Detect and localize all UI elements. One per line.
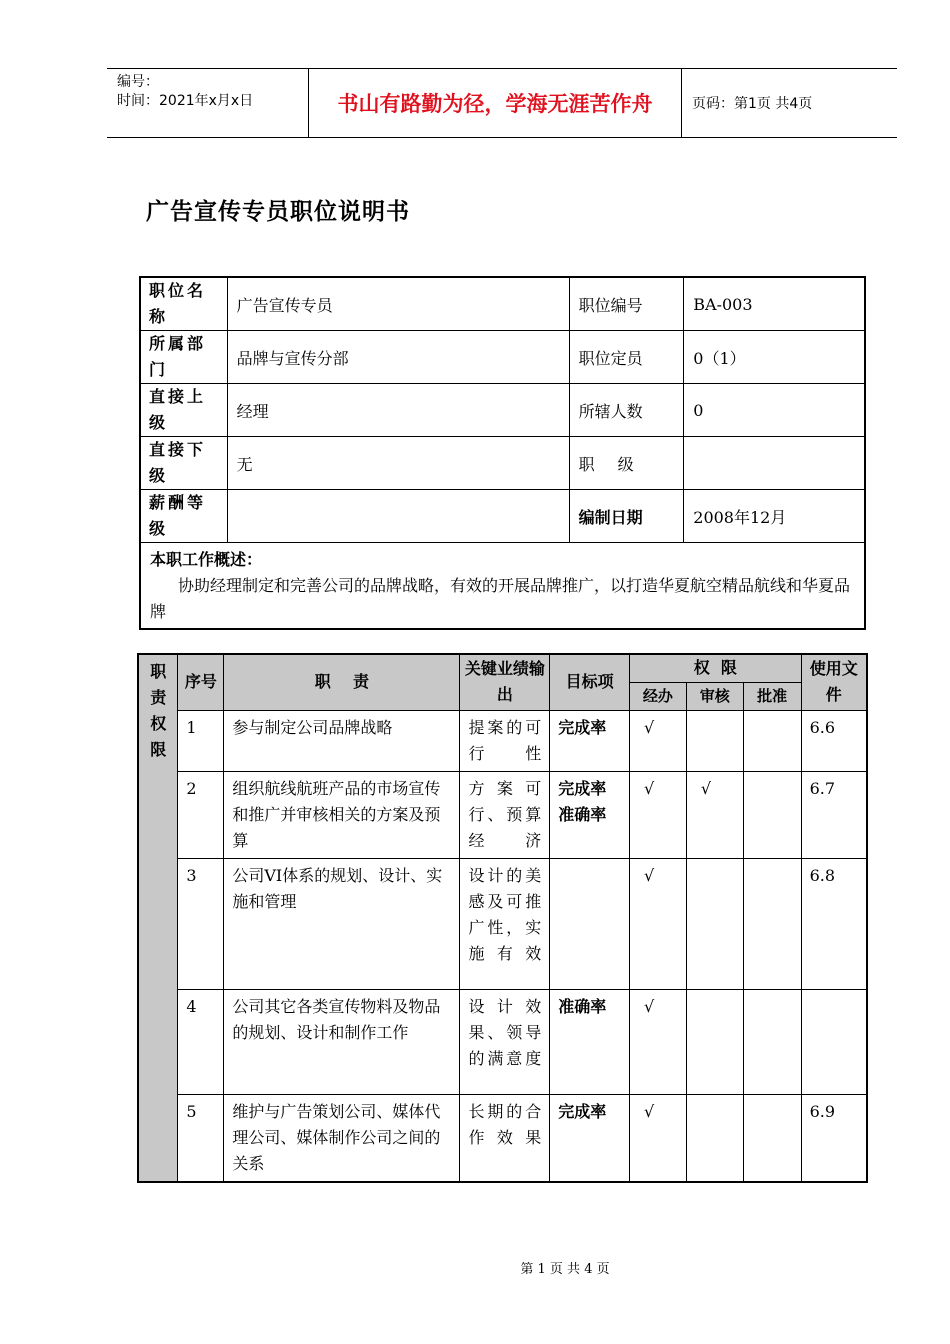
footer-page-number: 第 1 页 共 4 页 (520, 1262, 610, 1277)
duty-seq: 2 (178, 771, 224, 858)
info-label: 直接下级 (140, 437, 227, 490)
duty-doc: 6.7 (801, 771, 867, 858)
duty-target: 准确率 (550, 989, 630, 1094)
duty-row (138, 1094, 867, 1182)
info-value: 0（1） (684, 331, 865, 384)
duty-approve (743, 710, 801, 771)
duty-text: 公司VI体系的规划、设计、实施和管理 (224, 858, 460, 989)
header-meta (107, 69, 309, 137)
info-value: 无 (227, 437, 569, 490)
duty-review: √ (686, 771, 743, 858)
duty-seq: 4 (178, 989, 224, 1094)
info-label: 职位名称 (140, 277, 227, 331)
duty-text: 维护与广告策划公司、媒体代理公司、媒体制作公司之间的关系 (224, 1094, 460, 1182)
duty-kpi: 设计的美感及可推广性，实施有效 (460, 858, 550, 989)
duty-target: 完成率准确率 (550, 771, 630, 858)
page-footer (0, 1258, 950, 1277)
duty-handle: √ (630, 1094, 687, 1182)
duty-target: 完成率 (550, 710, 630, 771)
duty-handle: √ (630, 710, 687, 771)
col-seq: 序号 (178, 654, 224, 710)
info-value: 广告宣传专员 (227, 277, 569, 331)
duty-target (550, 858, 630, 989)
info-label: 所辖人数 (569, 384, 684, 437)
doc-number-label: 编号： (117, 74, 159, 90)
duty-approve (743, 989, 801, 1094)
col-authority: 权 限 (630, 654, 802, 682)
info-label: 编制日期 (569, 490, 684, 543)
duty-target: 完成率 (550, 1094, 630, 1182)
duty-seq: 3 (178, 858, 224, 989)
col-kpi: 关键业绩输出 (460, 654, 550, 710)
summary-text: 协助经理制定和完善公司的品牌战略，有效的开展品牌推广，以打造华夏航空精品航线和华夏品牌 (150, 576, 851, 621)
duty-text: 组织航线航班产品的市场宣传和推广并审核相关的方案及预算 (224, 771, 460, 858)
info-value: 2008年12月 (684, 490, 865, 543)
info-value: 品牌与宣传分部 (227, 331, 569, 384)
side-label: 职责权限 (138, 654, 178, 1182)
duty-review (686, 858, 743, 989)
duty-kpi: 长期的合作效果 (460, 1094, 550, 1182)
duty-approve (743, 771, 801, 858)
info-value (227, 490, 569, 543)
duty-authority-table (137, 653, 868, 1183)
duty-kpi: 提案的可行性 (460, 710, 550, 771)
doc-time-label: 时间：2021年x月x日 (117, 93, 254, 109)
info-value: 经理 (227, 384, 569, 437)
duty-kpi: 设计效果、领导的满意度 (460, 989, 550, 1094)
duty-handle: √ (630, 771, 687, 858)
info-label: 直接上级 (140, 384, 227, 437)
info-row (140, 490, 865, 543)
info-row (140, 331, 865, 384)
info-label: 职位定员 (569, 331, 684, 384)
header-motto: 书山有路勤为径，学海无涯苦作舟 (309, 69, 682, 137)
summary-row (140, 543, 865, 630)
duty-kpi: 方案可行、预算经济 (460, 771, 550, 858)
info-row (140, 384, 865, 437)
info-label: 职级 (569, 437, 684, 490)
duty-text: 参与制定公司品牌战略 (224, 710, 460, 771)
col-approve: 批准 (743, 682, 801, 710)
col-target: 目标项 (550, 654, 630, 710)
col-handle: 经办 (630, 682, 687, 710)
info-label: 所属部门 (140, 331, 227, 384)
duty-review (686, 710, 743, 771)
info-row (140, 437, 865, 490)
duty-review (686, 989, 743, 1094)
duty-doc (801, 989, 867, 1094)
page-header (107, 68, 897, 138)
duty-doc: 6.6 (801, 710, 867, 771)
info-label: 职位编号 (569, 277, 684, 331)
duty-doc: 6.9 (801, 1094, 867, 1182)
header-row (138, 654, 867, 682)
info-value: BA-003 (684, 277, 865, 331)
info-row (140, 277, 865, 331)
duty-row (138, 710, 867, 771)
duty-doc: 6.8 (801, 858, 867, 989)
duty-row (138, 858, 867, 989)
col-review: 审核 (686, 682, 743, 710)
info-value (684, 437, 865, 490)
duty-review (686, 1094, 743, 1182)
summary-heading: 本职工作概述： (150, 550, 263, 569)
duty-seq: 1 (178, 710, 224, 771)
duty-handle: √ (630, 989, 687, 1094)
col-duty: 职 责 (224, 654, 460, 710)
duty-approve (743, 1094, 801, 1182)
position-info-table (139, 276, 866, 630)
col-doc: 使用文件 (801, 654, 867, 710)
duty-text: 公司其它各类宣传物料及物品的规划、设计和制作工作 (224, 989, 460, 1094)
job-summary (140, 543, 865, 630)
duty-row (138, 771, 867, 858)
duty-handle: √ (630, 858, 687, 989)
document-title: 广告宣传专员职位说明书 (146, 199, 410, 225)
duty-approve (743, 858, 801, 989)
info-value: 0 (684, 384, 865, 437)
header-page-info: 页码：第1页 共4页 (692, 96, 813, 112)
duty-row (138, 989, 867, 1094)
info-label: 薪酬等级 (140, 490, 227, 543)
duty-seq: 5 (178, 1094, 224, 1182)
